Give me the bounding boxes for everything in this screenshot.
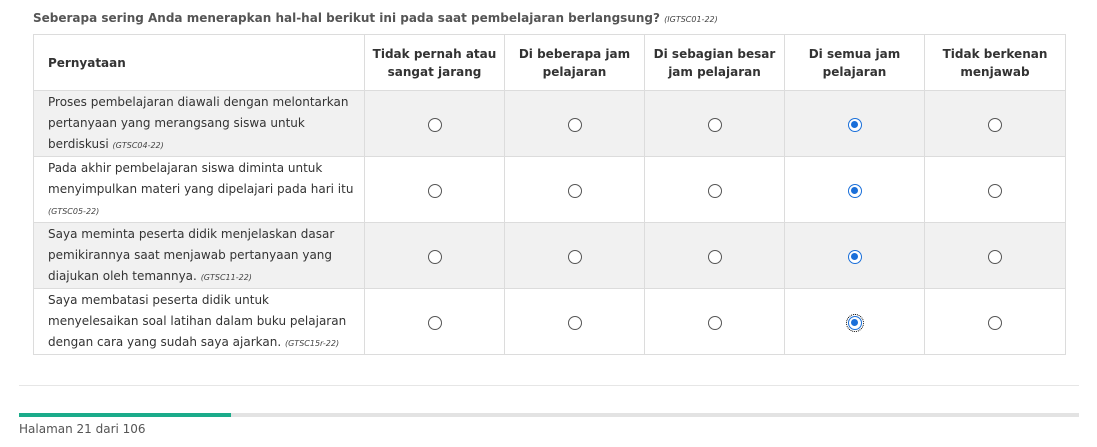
radio-most-lessons[interactable] (708, 316, 722, 330)
header-most-lessons: Di sebagian besar jam pelajaran (645, 35, 785, 91)
question-text: Seberapa sering Anda menerapkan hal-hal berikut ini pada saat pembelajaran berlangsung? (33, 11, 660, 25)
radio-most-lessons[interactable] (708, 250, 722, 264)
radio-all-lessons[interactable] (848, 184, 862, 198)
radio-no-answer[interactable] (988, 316, 1002, 330)
statement-text: Pada akhir pembelajaran siswa diminta untuk menyimpulkan materi yang dipelajari pada hari itu (48, 160, 354, 196)
radio-never[interactable] (428, 316, 442, 330)
radio-some-lessons[interactable] (568, 118, 582, 132)
divider (19, 385, 1079, 386)
question-code: (IGTSC01-22) (664, 15, 718, 24)
statement-code: (GTSC11-22) (200, 272, 252, 282)
radio-no-answer[interactable] (988, 250, 1002, 264)
statement-text: Saya meminta peserta didik menjelaskan dasar pemikirannya saat menjawab pertanyaan yang diajukan oleh temannya. (48, 226, 335, 283)
page-indicator: Halaman 21 dari 106 (19, 422, 146, 436)
statement-cell (34, 157, 365, 223)
likert-grid (33, 34, 1066, 355)
statement-cell (34, 289, 365, 355)
radio-all-lessons[interactable] (848, 316, 862, 330)
header-never: Tidak pernah atau sangat jarang (365, 35, 505, 91)
question-title (33, 11, 718, 25)
statement-text: Proses pembelajaran diawali dengan melontarkan pertanyaan yang merangsang siswa untuk berdiskusi (48, 94, 349, 151)
radio-most-lessons[interactable] (708, 184, 722, 198)
progress-fill (19, 413, 231, 417)
radio-some-lessons[interactable] (568, 250, 582, 264)
table-row (34, 289, 1066, 355)
radio-never[interactable] (428, 118, 442, 132)
table-row (34, 91, 1066, 157)
progress-bar (19, 413, 1079, 417)
table-row (34, 157, 1066, 223)
radio-never[interactable] (428, 184, 442, 198)
header-some-lessons: Di beberapa jam pelajaran (505, 35, 645, 91)
radio-no-answer[interactable] (988, 118, 1002, 132)
header-no-answer: Tidak berkenan menjawab (925, 35, 1066, 91)
radio-all-lessons[interactable] (848, 250, 862, 264)
statement-cell (34, 223, 365, 289)
statement-code: (GTSC15r-22) (284, 338, 340, 348)
header-row (34, 35, 1066, 91)
header-all-lessons: Di semua jam pelajaran (785, 35, 925, 91)
statement-cell (34, 91, 365, 157)
radio-some-lessons[interactable] (568, 316, 582, 330)
header-statement: Pernyataan (34, 35, 365, 91)
statement-code: (GTSC04-22) (112, 140, 164, 150)
radio-most-lessons[interactable] (708, 118, 722, 132)
radio-never[interactable] (428, 250, 442, 264)
statement-code: (GTSC05-22) (48, 206, 100, 216)
radio-no-answer[interactable] (988, 184, 1002, 198)
radio-all-lessons[interactable] (848, 118, 862, 132)
statement-text: Saya membatasi peserta didik untuk menyelesaikan soal latihan dalam buku pelajaran dengan cara yang sudah saya ajarkan. (48, 292, 347, 349)
radio-some-lessons[interactable] (568, 184, 582, 198)
table-row (34, 223, 1066, 289)
